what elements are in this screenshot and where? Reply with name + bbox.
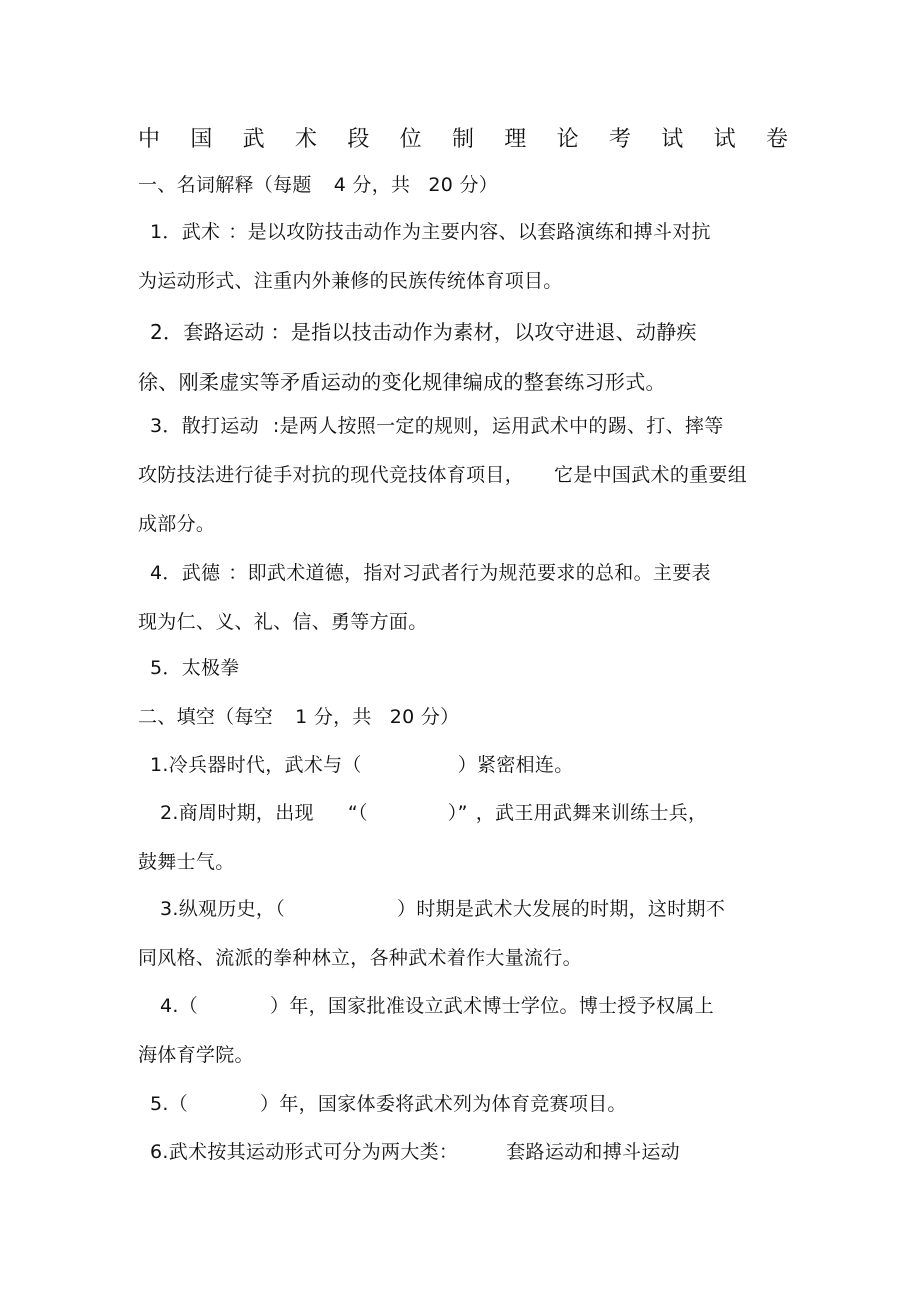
question-2-line2: 徐、刚柔虚实等矛盾运动的变化规律编成的整套练习形式。 [138, 370, 666, 394]
question-3-text-part-a: 攻防技法进行徒手对抗的现代竞技体育项目， [138, 464, 525, 486]
fill-4-prefix: 4.（ [160, 995, 199, 1017]
section1-heading-score: 4 分，共 [333, 174, 411, 196]
fill-2-line1 [160, 801, 707, 825]
question-4-text: ：即武术道德，指对习武者行为规范要求的总和。主要表 [228, 562, 711, 584]
fill-6-answer: 套路运动和搏斗运动 [506, 1141, 680, 1163]
fill-2-line2: 鼓舞士气。 [138, 851, 235, 873]
title-char: 卷 [765, 127, 788, 152]
title-char: 论 [556, 127, 579, 152]
section2-heading-text: 二、填空（每空 [138, 706, 274, 728]
fill-5-suffix: ）年，国家体委将武术列为体育竞赛项目。 [260, 1093, 627, 1115]
section1-heading-total: 20 分） [428, 174, 499, 196]
section2-heading [138, 705, 459, 729]
question-1-line1 [150, 220, 711, 244]
question-1-term: 1．武术 [150, 221, 221, 243]
question-3-line1 [150, 414, 724, 438]
question-4-line2: 现为仁、义、礼、信、勇等方面。 [138, 611, 428, 633]
fill-3-prefix: 3.纵观历史，（ [160, 898, 286, 920]
fill-2-open-quote: “（ [347, 802, 368, 824]
question-2-text: ：是指以技击动作为素材，以攻守进退、动静疾 [270, 320, 697, 344]
fill-3-line2: 同风格、流派的拳种林立，各种武术着作大量流行。 [138, 947, 582, 969]
question-3-term: 3．散打运动 [150, 415, 259, 437]
fill-5-prefix: 5.（ [150, 1093, 189, 1115]
title-char: 考 [608, 127, 631, 152]
title-char: 理 [504, 127, 527, 152]
fill-4-line1 [160, 994, 714, 1018]
question-1-line2: 为运动形式、注重内外兼修的民族传统体育项目。 [138, 270, 563, 292]
question-4-term: 4．武德 [150, 562, 221, 584]
section1-heading-text: 一、名词解释（每题 [138, 174, 312, 196]
fill-3-suffix: ）时期是武术大发展的时期，这时期不 [397, 898, 726, 920]
fill-3-line1 [160, 897, 725, 921]
section2-heading-total: 20 分） [389, 706, 460, 728]
question-3-line3: 成部分。 [138, 513, 216, 535]
exam-title [138, 126, 788, 154]
title-char: 位 [399, 127, 422, 152]
question-2-term: 2．套路运动 [150, 320, 265, 344]
fill-2-suffix: ，武王用武舞来训练士兵， [475, 802, 708, 824]
fill-2-prefix: 2.商周时期，出现 [160, 802, 314, 824]
fill-5 [150, 1092, 627, 1116]
fill-1-prefix: 1.冷兵器时代，武术与（ [150, 754, 362, 776]
question-3-text-part-b: 它是中国武术的重要组 [554, 464, 748, 486]
question-3-text: :是两人按照一定的规则，运用武术中的踢、打、摔等 [272, 415, 724, 437]
question-3-line2 [138, 463, 747, 487]
fill-2-close-quote: ）” [447, 802, 468, 824]
title-char: 国 [190, 127, 213, 152]
question-1-text: ：是以攻防技击动作为主要内容、以套路演练和搏斗对抗 [228, 221, 711, 243]
fill-1-suffix: ）紧密相连。 [457, 754, 574, 776]
fill-4-line2: 海体育学院。 [138, 1044, 254, 1066]
title-char: 中 [138, 127, 161, 152]
title-char: 制 [451, 127, 474, 152]
fill-6 [150, 1140, 680, 1164]
question-4-line1 [150, 561, 711, 585]
title-char: 试 [661, 127, 684, 152]
title-char: 术 [294, 127, 317, 152]
question-5: 5．太极拳 [150, 657, 240, 679]
title-char: 段 [347, 127, 370, 152]
title-char: 试 [713, 127, 736, 152]
fill-1 [150, 753, 574, 777]
section2-heading-score: 1 分，共 [295, 706, 372, 728]
fill-6-prefix: 6.武术按其运动形式可分为两大类： [150, 1141, 459, 1163]
section1-heading [138, 173, 498, 197]
title-char: 武 [242, 127, 265, 152]
question-2-line1 [150, 320, 697, 344]
fill-4-suffix: ）年，国家批准设立武术博士学位。博士授予权属上 [270, 995, 714, 1017]
